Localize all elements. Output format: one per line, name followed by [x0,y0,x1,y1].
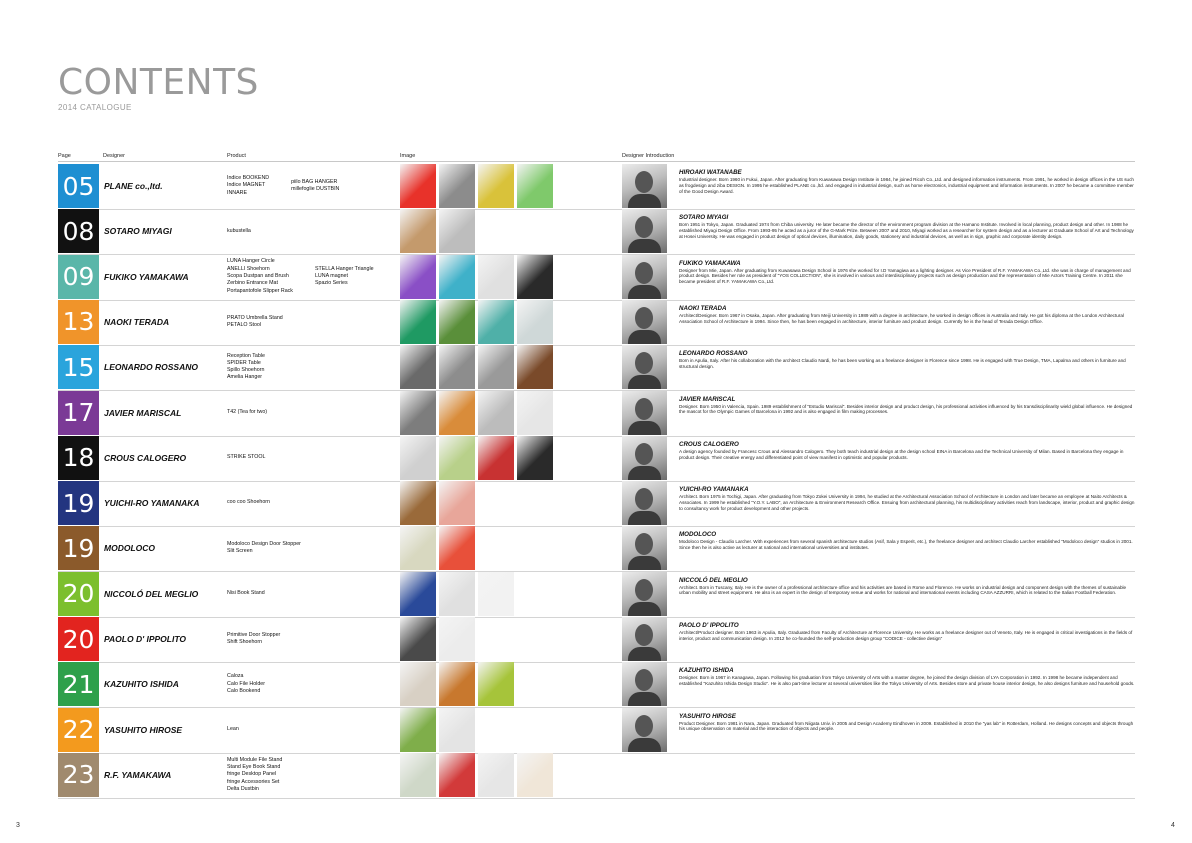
product-thumbnail [478,391,514,435]
product-list [227,209,251,253]
designer-name: MODOLOCO [104,543,155,554]
intro-name: NICCOLÓ DEL MEGLIO [679,576,748,584]
table-row [58,572,1135,616]
product-thumbnail [439,209,475,253]
product-column [227,499,270,506]
product-column [227,454,265,461]
product-column [227,541,301,556]
designer-intro [679,531,1135,551]
designer-name: NICCOLÓ DEL MEGLIO [104,588,199,599]
intro-text: Designer. Born 1950 in Valencia, Spain. 1989 establishment of "Estudio Mariscal". Besides interior design and product design, his professional activities influenced by his transdisciplinarity wield global influence. He designed the mascot for the Olympic Games of Barcelona in 1992 and is also engaged in film making processes. [679,403,1133,415]
product-list [227,345,265,389]
designer-portrait [622,617,667,661]
product-item: STRIKE STOOL [227,454,266,461]
intro-name: YASUHITO HIROSE [679,712,736,720]
intro-name: CROUS CALOGERO [679,440,739,448]
product-item: SPIDER Table [227,359,261,366]
table-row [58,255,1135,299]
table-row [58,481,1135,525]
product-item: Primitive Door Stopper [227,631,281,638]
product-thumbnail [517,345,553,389]
designer-name: FUKIKO YAMAKAWA [104,271,189,282]
product-thumbnail [517,436,553,480]
product-item: Scopa Dustpan and Brush [227,272,289,279]
intro-text: Born 1951 in Tokyo, Japan. Graduated 1974 from Chiba university. He later became the director of the environment program division at the Hamano Institute. Involved in local planning, product design and other. In 1988 he established Miyagi Design Office. From 1993-95 he acted as a juror of the G-Mark Prize. Between 2007 and 2010, Miyagi worked as a researcher for system design and as a lecturer at Graduate School of Art and Technology at Hosei University. He was engaged in product design of optical devices, illumination, daily goods, stationery and industrial devices, as well as in sign, graphic and corporate identity design. [679,222,1134,239]
table-row [58,526,1135,570]
product-item: Multi Module File Stand [227,756,283,763]
product-item: Lean [227,725,239,732]
product-images [400,345,596,389]
page-number-badge: 23 [58,753,99,797]
product-images [400,572,596,616]
designer-portrait [622,164,667,208]
designer-intro [679,577,1135,597]
product-thumbnail [439,164,475,208]
page-number-badge: 19 [58,526,99,570]
product-thumbnail [439,481,475,525]
designer-portrait [622,436,667,480]
intro-name: SOTARO MIYAGI [679,214,729,222]
product-thumbnail [400,436,436,480]
product-item: Stand Eye Book Stand [227,763,281,770]
intro-text: Modoloco Design - Claudio Larcher. With experiences from several spanish architecture studios (Asif, Sala y Esperit, etc.), the freelance designer and architect Claudio Larcher established "Modoloco design" studios in 2001. Since then he is also active as lecturer at national and international universities and institutes. [679,539,1133,551]
product-thumbnail [400,617,436,661]
col-header-intro: Designer Introduction [622,153,675,159]
intro-name: LEONARDO ROSSANO [679,350,748,358]
product-list [227,753,282,797]
designer-portrait [622,255,667,299]
product-item: PETALO Stool [227,321,262,328]
product-thumbnail [517,255,553,299]
designer-intro [679,713,1135,733]
table-row [58,300,1135,344]
product-item: piilo BAG HANGER [291,178,338,185]
product-item: Spazio Series [314,280,348,287]
product-item: kubustella [227,227,251,234]
intro-name: KAZUHITO ISHIDA [679,667,734,675]
product-images [400,164,596,208]
page-number-badge: 21 [58,662,99,706]
product-item: Shift Shoehorn [227,639,263,645]
intro-text: Architect/Designer. Born 1967 in Osaka, Japan. After graduating from Meiji University in 1989 with a degree in architecture, he worked in design offices in Australia and Italy. He got his diploma at the London Architectural Association School of Architecture in 1994. Since then, he has been engaged in architecture, interior furniture and product design. Currently he is the head of Terada Design Office. [679,312,1124,324]
designer-name: R.F. YAMAKAWA [104,769,172,780]
product-column [227,175,269,197]
col-header-page: Page [58,153,71,159]
page-number-badge: 20 [58,617,99,661]
product-thumbnail [478,255,514,299]
designer-intro [679,169,1135,194]
product-images [400,300,596,344]
product-item: PRATO Umbrella Stand [227,314,283,321]
table-row [58,436,1135,480]
product-thumbnail [400,164,436,208]
intro-name: HIROAKI WATANABE [679,169,742,176]
product-thumbnail [478,300,514,344]
product-thumbnail [400,209,436,253]
product-thumbnail [439,345,475,389]
designer-name: NAOKI TERADA [104,316,170,327]
designer-portrait [622,391,667,435]
product-thumbnail [400,481,436,525]
product-item: Amelia Hanger [227,374,263,381]
designer-intro [679,441,1135,461]
product-list [227,164,339,208]
product-column [227,632,280,647]
intro-text: Architect. Born 1975 in Tochigi, Japan. After graduating from Tokyo Zokei University in 1994, he studied at the Architectural Association School of Architecture in London and later became an employee at Naito Architects & Associates. In 1999 he established "Y.O.Y. LABO", an Architecture & Environment Research Office. Ensuing from architectural planning, his multidisciplinary activities reach from landscape, interior, product and graphic design to consultancy work for product development and other projects. [679,494,1135,511]
designer-intro [679,486,1135,511]
product-thumbnail [400,300,436,344]
page-subtitle: 2014 CATALOGUE [58,103,132,112]
table-row [58,662,1135,706]
page-number-badge: 20 [58,572,99,616]
product-list [227,526,301,570]
product-thumbnail [517,300,553,344]
product-item: Caloza [227,673,244,680]
product-column [227,409,267,416]
product-images [400,708,596,752]
intro-name: NAOKI TERADA [679,304,727,312]
intro-text: Architect/Product designer. Born 1963 in Apulia, Italy. Graduated from Faculty of Architecture at Florence University. He works as a freelance designer out of Veneto, Italy. He is engaged in critical investigations in the fields of interior, product and communication design. In 2012 he co-founded the self-production design group "CODICE - collective design" [679,630,1133,641]
designer-name: YUICHI-RO YAMANAKA [104,498,200,509]
intro-name: PAOLO D' IPPOLITO [679,622,739,629]
product-item: Zerbino Entrance Mat [227,280,278,287]
product-images [400,617,596,661]
product-thumbnail [439,255,475,299]
designer-portrait [622,209,667,253]
product-thumbnail [478,345,514,389]
product-item: millefoglie DUSTBIN [291,186,340,192]
designer-name: JAVIER MARISCAL [104,407,182,418]
product-list [227,481,270,525]
intro-text: Designer. Born in 1967 in Kanagawa, Japan. Following his graduation from Tokyo University of Arts with a master degree, he joined the design division of LYA Corporation in 1992. In 1998 he became independent and established "Kazuhito Ishida Design Studio". He is also part-time lecturer at several universities like the Tokyo University of Arts. Besides store and private house interior design, he also designs furniture and household goods. [679,675,1135,687]
page-number-badge: 13 [58,300,99,344]
page-number-badge: 19 [58,481,99,525]
product-column [227,757,282,793]
product-item: Modoloco Design Door Stopper [227,541,301,548]
product-thumbnail [439,436,475,480]
product-item: Portapantofole Slipper Rack [227,287,293,294]
product-thumbnail [400,753,436,797]
product-item: STELLA Hanger Triangle [314,265,374,272]
product-thumbnail [400,255,436,299]
product-list [227,708,239,752]
designer-name: LEONARDO ROSSANO [104,362,198,373]
page-number-badge: 17 [58,391,99,435]
product-list [227,300,283,344]
product-thumbnail [400,345,436,389]
product-thumbnail [478,436,514,480]
product-column [227,590,265,597]
designer-name: SOTARO MIYAGI [104,226,172,237]
product-thumbnail [439,526,475,570]
product-item: INNARE [227,189,248,196]
product-images [400,209,596,253]
product-list [227,572,265,616]
product-thumbnail [400,391,436,435]
intro-name: MODOLOCO [679,531,717,539]
table-row [58,345,1135,389]
product-column [227,726,239,733]
designer-portrait [622,526,667,570]
product-item: Indice MAGNET [227,182,266,189]
product-column [227,353,265,382]
table-row [58,617,1135,661]
designer-name: KAZUHITO ISHIDA [104,679,179,690]
product-list [227,617,280,661]
product-item: fringe Accessories Set [227,778,280,785]
designer-name: PLANE co.,ltd. [104,181,163,191]
product-thumbnail [439,572,475,616]
col-header-image: Image [400,153,416,159]
product-item: Calo Bookend [227,687,261,694]
intro-name: JAVIER MARISCAL [679,395,736,403]
product-thumbnail [400,572,436,616]
product-thumbnail [400,708,436,752]
product-images [400,526,596,570]
product-thumbnail [517,391,553,435]
designer-portrait [622,300,667,344]
page-number-badge: 05 [58,164,99,208]
page-number-badge: 08 [58,209,99,253]
page-number-right: 4 [1171,822,1175,829]
product-thumbnail [517,164,553,208]
designer-portrait [622,481,667,525]
product-images [400,753,596,797]
table-row [58,391,1135,435]
designer-intro [679,622,1135,642]
product-list [227,662,265,706]
product-thumbnail [439,617,475,661]
product-thumbnail [439,662,475,706]
header-divider [58,161,1135,162]
product-images [400,436,596,480]
product-images [400,391,596,435]
product-item: Calo File Holder [227,680,265,687]
product-thumbnail [517,753,553,797]
product-column [291,179,339,194]
product-column [227,258,293,294]
intro-text: Architect. Born in Tuscany, Italy. He is the owner of a professional architecture office and his activities are based in Rome and Florence. He works on industrial design and component design with the themes of sustainable urban mobility and street equipment. He also is an expert in the design of temporary venue and works for national and international events including CASA AZZURRI, which is related to the Italian Football Federation. [679,584,1127,596]
intro-text: Born in Apulia, Italy. After his collaboration with the architect Claudio Nardi, he has been working as a freelance designer in Florence since 1998. He is engaged with True Design, TMA, Lapalma and others in furniture and structural design. [679,358,1126,369]
product-column [227,228,251,235]
designer-intro [679,667,1135,687]
product-column [227,673,265,695]
intro-text: Product Designer. Born 1981 in Nara, Japan. Graduated from Niigata Univ. in 2005 and Design Academy Eindhoven in 2009. Established in 2010 the "yas lab" in Rotterdam, Holland. He designs concepts and objects through his unique observation on material and the interaction of objects and people. [679,720,1134,732]
product-item: fringe Desktop Panel [227,771,277,778]
table-row [58,209,1135,253]
product-item: LUNA Hanger Circle [227,258,275,265]
designer-name: CROUS CALOGERO [104,452,187,463]
table-row [58,753,1135,797]
page-title: CONTENTS [58,62,259,103]
intro-text: Industrial designer. Born 1960 in Fukui, Japan. After graduating from Kuwasawa Design Institute in 1984, he joined Ricoh Co.,Ltd. and designed information instruments. From 1991, he worked in design offices in the US such as frogdesign and ziba DESIGN. In 1995 he established PLANE co.,ltd. and engaged in industrial design, such as home electronics, industrial equipment and information instruments. In 2007 he became a committee member of the Good Design Award. [679,177,1134,194]
product-images [400,481,596,525]
table-row [58,164,1135,208]
product-item: coo coo Shoehorn [227,499,270,506]
intro-name: YUICHI-RO YAMANAKA [679,486,749,494]
product-thumbnail [478,164,514,208]
page-number-badge: 15 [58,345,99,389]
product-item: T42 (Tea for two) [227,408,268,415]
page-number-badge: 09 [58,255,99,299]
designer-intro [679,260,1135,285]
product-thumbnail [439,753,475,797]
product-thumbnail [400,662,436,706]
product-thumbnail [439,708,475,752]
designer-portrait [622,708,667,752]
product-column [227,315,283,330]
page-number-badge: 22 [58,708,99,752]
page-number-badge: 18 [58,436,99,480]
intro-text: A design agency founded by Francesc Crous and Alessandro Calogero. They both teach industrial design at the design school EINA in Barcelona and the Technical University of Milan. Based in Barcelona they engage in product design. Their creative energy and differentiated point of view manifest in optimistic and popular products. [679,448,1124,460]
product-item: Delta Dustbin [227,785,259,792]
product-images [400,255,596,299]
col-header-product: Product [227,153,246,159]
intro-name: FUKIKO YAMAKAWA [679,259,741,267]
product-item: Nisi Book Stand [227,590,265,597]
designer-portrait [622,572,667,616]
designer-intro [679,214,1135,239]
designer-intro [679,305,1135,325]
product-item: ANELLI Shoehorn [227,265,270,272]
designer-name: PAOLO D' IPPOLITO [104,634,186,644]
designer-intro [679,350,1135,370]
product-thumbnail [478,662,514,706]
intro-text: Designer from Mie, Japan. After graduating from Kuwasawa Design School in 1976 she worked for I.D Yamagiwa as a lighting designer. As Vice President of R.F. YAMAKAWA Co.,Ltd. she was in charge of management and product design. Besides her role as president of "YOS COLLECTION", she is involved in various and interdisciplinary projects such as design production and the representation of Mie Actors Training Centre. In 2011 she became president of R.F. YAMAKAWA Co.,Ltd. [679,267,1131,285]
product-column [315,266,374,288]
product-item: Indice BOOKEND [227,175,270,182]
designer-portrait [622,345,667,389]
row-divider [58,798,1135,799]
col-header-designer: Designer [103,153,126,159]
product-item: Spillo Shoehorn [227,367,265,374]
product-images [400,662,596,706]
product-list [227,436,265,480]
designer-name: YASUHITO HIROSE [104,724,183,735]
table-row [58,708,1135,752]
designer-portrait [622,662,667,706]
product-thumbnail [478,753,514,797]
product-thumbnail [478,572,514,616]
product-item: Reception Table [227,352,265,359]
product-list [227,255,374,299]
page-number-left: 3 [16,822,20,829]
product-thumbnail [400,526,436,570]
product-item: Slit Screen [227,548,253,555]
product-item: LUNA magnet [314,272,348,279]
product-list [227,391,267,435]
designer-intro [679,396,1135,416]
product-thumbnail [439,391,475,435]
product-thumbnail [439,300,475,344]
